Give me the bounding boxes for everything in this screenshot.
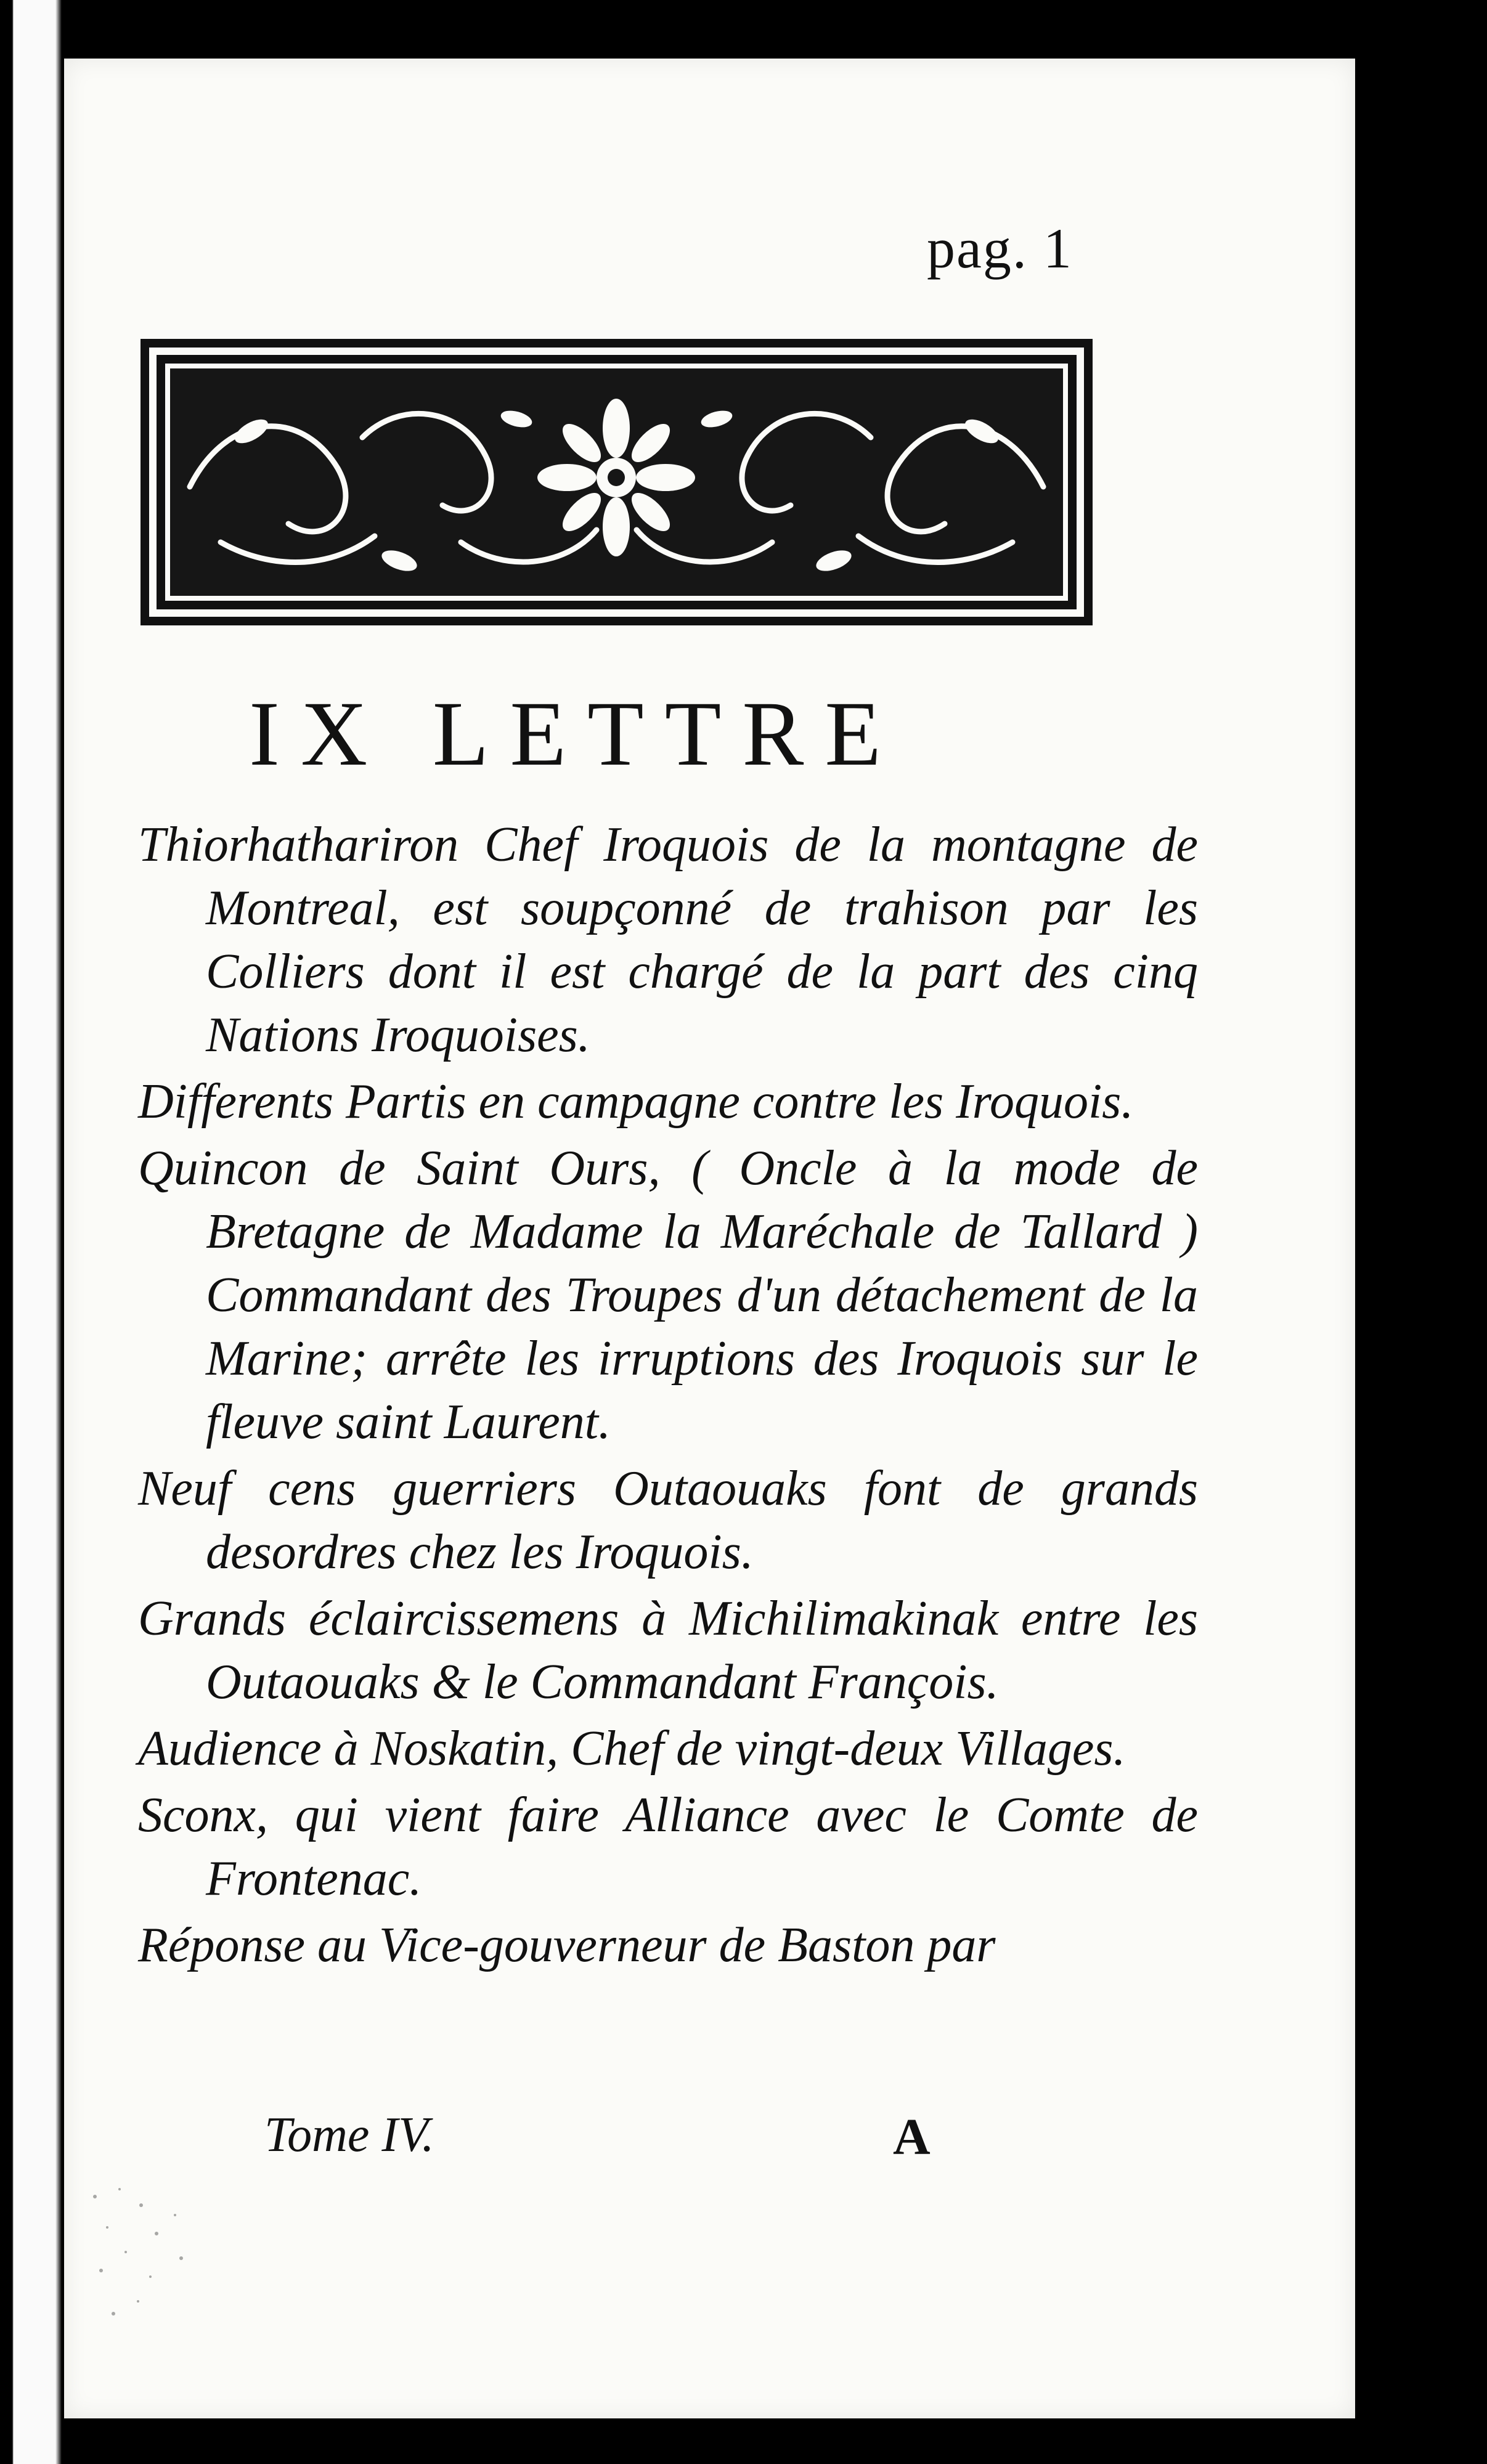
book-spine-edge bbox=[0, 0, 62, 2464]
tome-label: Tome IV. bbox=[264, 2108, 434, 2162]
paper-speckle bbox=[83, 2178, 243, 2338]
letter-title: IX LETTRE bbox=[249, 683, 902, 785]
summary-entry: Differents Partis en campagne contre les Iroquois. bbox=[138, 1075, 1134, 1129]
summary-entry: Grands éclaircissemens à Michilimakinak entre les Outaouaks & le Commandant François. bbox=[138, 1592, 1198, 1709]
page-footer bbox=[64, 2107, 1355, 2181]
summary-entries bbox=[138, 813, 1198, 1980]
book-page bbox=[64, 59, 1355, 2418]
summary-entry: Audience à Noskatin, Chef de vingt-deux Villages. bbox=[138, 1722, 1126, 1776]
signature-mark: A bbox=[893, 2108, 931, 2166]
summary-entry: Thiorhathariron Chef Iroquois de la montagne de Montreal, est soupçonné de trahison par les Colliers dont il est chargé de la part des cinq Nations Iroquoises. bbox=[138, 818, 1198, 1062]
page-number: pag. 1 bbox=[927, 217, 1073, 280]
summary-entry: Neuf cens guerriers Outaouaks font de grands desordres chez les Iroquois. bbox=[138, 1462, 1198, 1579]
summary-entry: Réponse au Vice-gouverneur de Baston par bbox=[138, 1918, 996, 1972]
decorative-headpiece bbox=[141, 339, 1093, 625]
summary-entry: Sconx, qui vient faire Alliance avec le Comte de Frontenac. bbox=[138, 1788, 1198, 1906]
summary-entry: Quincon de Saint Ours, ( Oncle à la mode de Bretagne de Madame la Maréchale de Tallard ) Commandant des Troupes d'un détachement de la Marine; arrête les irruptions des Iroquois sur le fleuve saint Laurent. bbox=[138, 1141, 1198, 1449]
